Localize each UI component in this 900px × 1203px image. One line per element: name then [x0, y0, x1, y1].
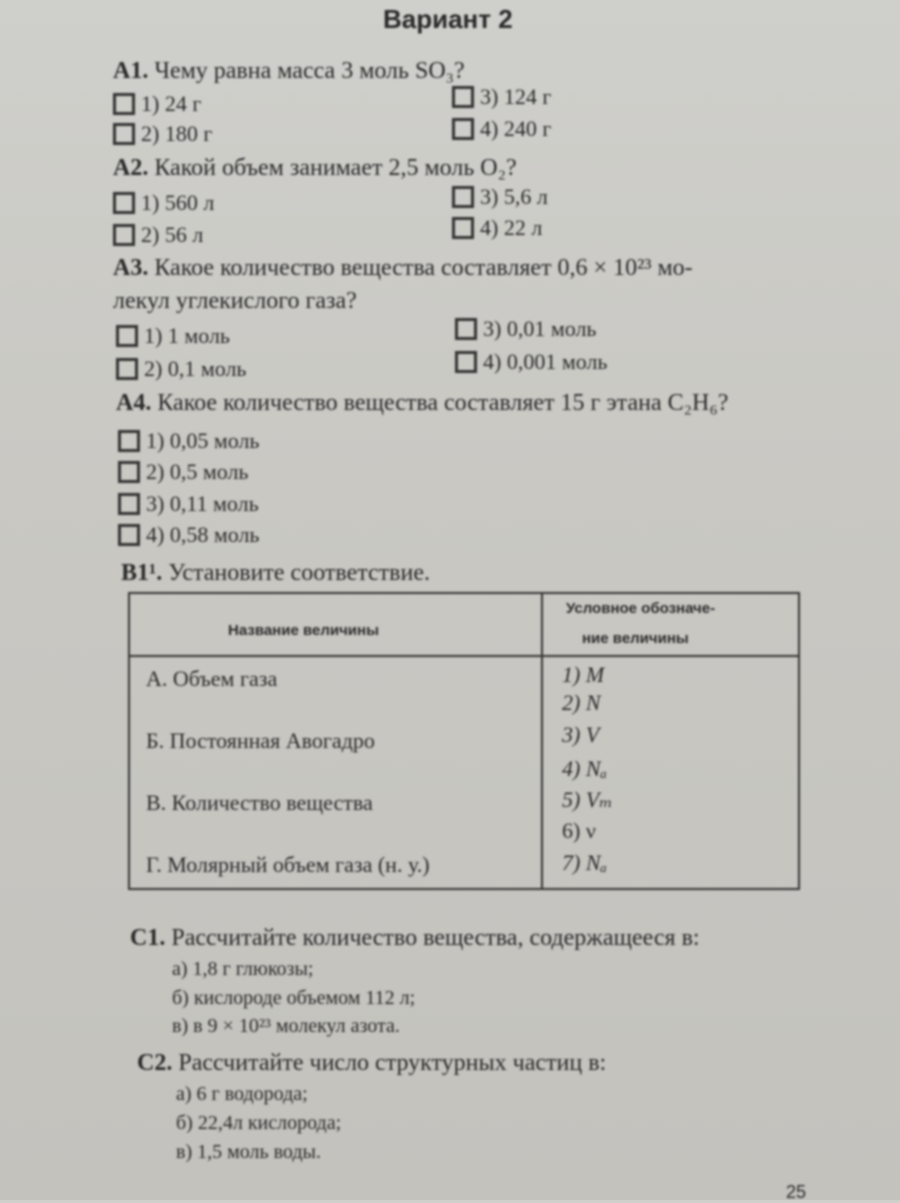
option-a3-2[interactable] — [116, 356, 246, 382]
table-divider-vertical — [541, 592, 543, 890]
answer-checkbox[interactable] — [116, 358, 138, 380]
task-c2-item: б) 22,4л кислорода; — [176, 1112, 342, 1134]
question-a4 — [116, 390, 728, 417]
option-a2-3[interactable] — [452, 184, 548, 210]
task-c2-item: а) 6 г водорода; — [176, 1083, 308, 1105]
table-row-left: Б. Постоянная Авогадро — [146, 728, 375, 753]
option-label: 3) 124 г — [480, 84, 552, 109]
table-row-right: 7) Nₐ — [562, 850, 607, 875]
question-text: Чему равна масса 3 моль SO₃? — [154, 58, 465, 84]
question-label: А1. — [113, 58, 149, 84]
option-label: 2) 180 г — [141, 121, 213, 146]
question-a2 — [113, 155, 517, 182]
answer-checkbox[interactable] — [118, 524, 140, 546]
answer-checkbox[interactable] — [113, 192, 135, 214]
answer-checkbox[interactable] — [452, 217, 474, 239]
table-divider-horizontal — [128, 655, 800, 657]
option-label: 1) 0,05 моль — [146, 428, 260, 453]
answer-checkbox[interactable] — [452, 186, 474, 208]
option-label: 2) 0,5 моль — [146, 459, 249, 484]
option-a4-4[interactable] — [118, 522, 259, 548]
option-a4-3[interactable] — [118, 491, 259, 517]
answer-checkbox[interactable] — [118, 493, 140, 515]
page-number: 25 — [786, 1182, 807, 1202]
option-label: 4) 0,001 моль — [483, 349, 608, 374]
answer-checkbox[interactable] — [113, 123, 135, 145]
option-label: 3) 0,01 моль — [483, 316, 597, 341]
option-label: 1) 560 л — [141, 190, 215, 215]
option-label: 4) 0,58 моль — [146, 522, 260, 547]
question-a1 — [113, 58, 465, 85]
variant-title: Вариант 2 — [383, 4, 513, 34]
option-a1-4[interactable] — [452, 116, 551, 142]
table-row-right: 1) M — [562, 662, 605, 687]
question-label: А4. — [116, 390, 152, 416]
task-c1 — [130, 925, 700, 952]
answer-checkbox[interactable] — [118, 461, 140, 483]
answer-checkbox[interactable] — [118, 430, 140, 452]
question-label: А3. — [113, 255, 149, 281]
task-label: В1¹. — [121, 560, 163, 586]
table-row-right: 5) Vₘ — [562, 787, 613, 812]
option-a3-4[interactable] — [455, 349, 607, 375]
question-a3-continued: лекул углекислого газа? — [113, 288, 357, 314]
answer-checkbox[interactable] — [455, 318, 477, 340]
answer-checkbox[interactable] — [116, 325, 138, 347]
option-a1-2[interactable] — [113, 121, 212, 147]
table-row-left: В. Количество вещества — [146, 790, 373, 815]
option-a2-4[interactable] — [452, 215, 542, 241]
table-row-right: 4) Nₐ — [562, 756, 607, 781]
question-label: А2. — [113, 155, 149, 181]
table-header-symbol-line1: Условное обозначе- — [566, 600, 716, 617]
option-a1-3[interactable] — [452, 84, 551, 110]
task-text: Рассчитайте число структурных частиц в: — [178, 1050, 607, 1076]
option-a2-2[interactable] — [113, 222, 203, 248]
task-text: Установите соответствие. — [168, 560, 430, 586]
answer-checkbox[interactable] — [113, 224, 135, 246]
answer-checkbox[interactable] — [452, 118, 474, 140]
task-label: С1. — [130, 925, 166, 951]
option-a4-2[interactable] — [118, 459, 248, 485]
option-a4-1[interactable] — [118, 428, 259, 454]
option-label: 3) 0,11 моль — [146, 491, 259, 516]
question-a3 — [113, 255, 693, 282]
question-text: Какое количество вещества составляет 15 г этана C₂H₆? — [157, 390, 729, 416]
option-label: 1) 1 моль — [144, 323, 230, 348]
table-row-right: 2) N — [562, 690, 601, 715]
task-b1 — [121, 560, 430, 587]
option-label: 4) 240 г — [480, 116, 552, 141]
option-a1-1[interactable] — [113, 91, 201, 117]
answer-checkbox[interactable] — [455, 351, 477, 373]
option-a2-1[interactable] — [113, 190, 214, 216]
table-header-name: Название величины — [228, 622, 379, 639]
option-label: 3) 5,6 л — [480, 184, 548, 209]
answer-checkbox[interactable] — [452, 86, 474, 108]
table-row-left: А. Объем газа — [146, 666, 278, 691]
option-label: 2) 0,1 моль — [144, 356, 247, 381]
table-row-right: 6) ν — [562, 818, 596, 843]
task-c2 — [137, 1050, 606, 1077]
table-header-symbol-line2: ние величины — [582, 630, 689, 647]
task-c2-item: в) 1,5 моль воды. — [176, 1141, 321, 1163]
option-label: 2) 56 л — [141, 222, 204, 247]
task-c1-item: б) кислороде объемом 112 л; — [172, 987, 416, 1009]
option-label: 4) 22 л — [480, 215, 543, 240]
question-text: Какое количество вещества составляет 0,6 × 10²³ мо- — [154, 255, 693, 281]
option-label: 1) 24 г — [141, 91, 202, 116]
question-text: Какой объем занимает 2,5 моль O₂? — [154, 155, 517, 181]
table-row-right: 3) V — [562, 722, 600, 747]
option-a3-3[interactable] — [455, 316, 596, 342]
table-row-left: Г. Молярный объем газа (н. у.) — [146, 852, 430, 877]
task-c1-item: в) в 9 × 10²³ молекул азота. — [172, 1015, 400, 1037]
task-label: С2. — [137, 1050, 173, 1076]
option-a3-1[interactable] — [116, 323, 230, 349]
answer-checkbox[interactable] — [113, 93, 135, 115]
task-c1-item: а) 1,8 г глюкозы; — [172, 958, 314, 980]
task-text: Рассчитайте количество вещества, содержащееся в: — [171, 925, 700, 951]
